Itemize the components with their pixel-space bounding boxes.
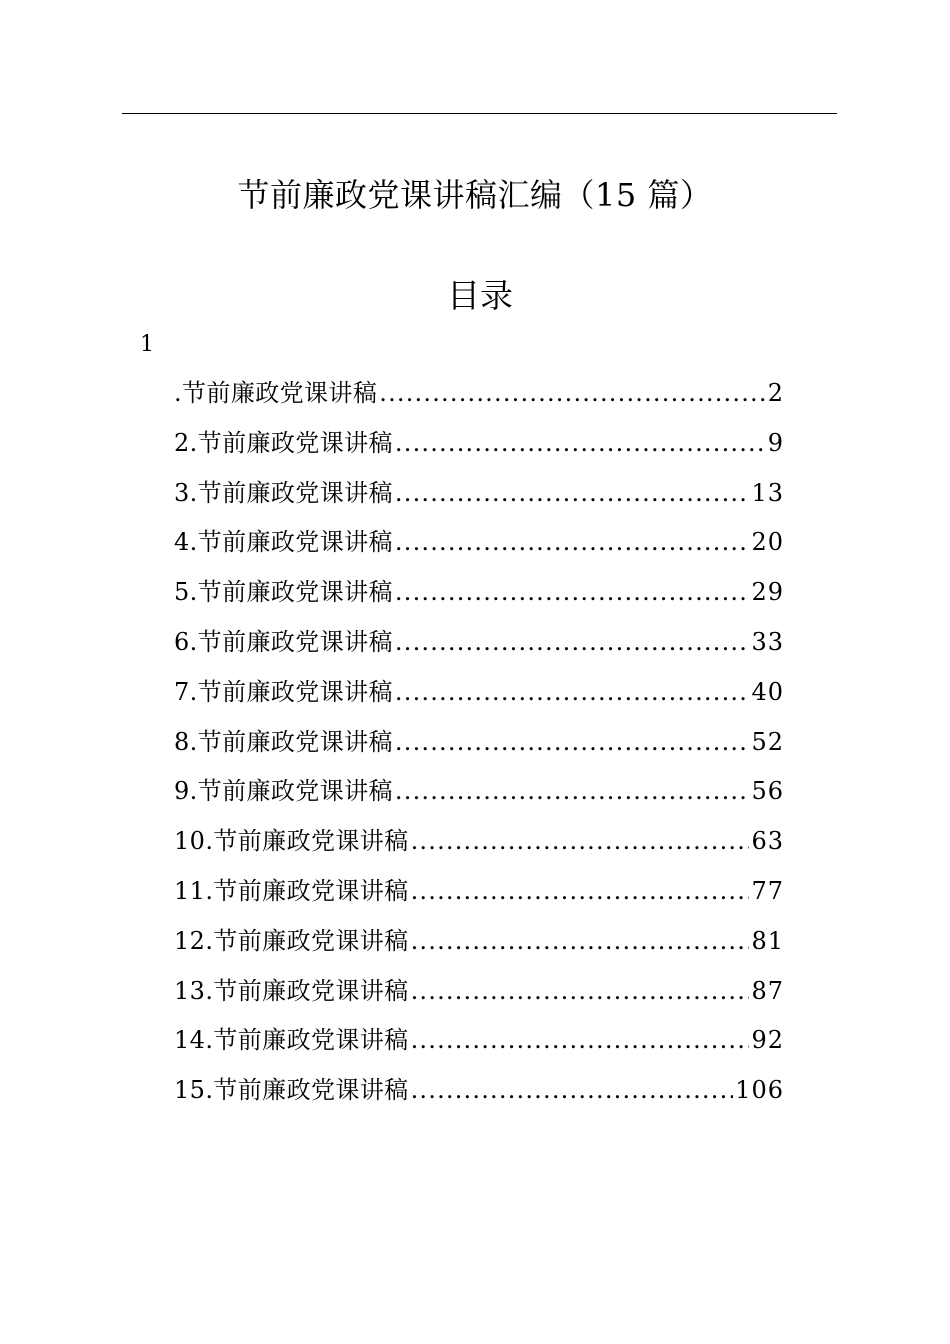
toc-dot-leader <box>411 1070 734 1110</box>
toc-page-number: 20 <box>751 528 784 557</box>
toc-page-number: 52 <box>751 727 784 756</box>
toc-entry[interactable] <box>174 971 784 1021</box>
toc-entry-label: 14.节前廉政党课讲稿 <box>174 1026 409 1055</box>
toc-dot-leader <box>395 423 766 463</box>
toc-entry-label: 7.节前廉政党课讲稿 <box>174 677 393 706</box>
toc-page-number: 33 <box>751 627 784 656</box>
toc-dot-leader <box>411 971 750 1011</box>
toc-entry[interactable] <box>174 622 784 672</box>
toc-entry[interactable] <box>174 473 784 523</box>
toc-entry[interactable] <box>174 1070 784 1120</box>
toc-entry-label: 10.节前廉政党课讲稿 <box>174 827 409 856</box>
toc-dot-leader <box>411 821 750 861</box>
toc-entry[interactable] <box>174 423 784 473</box>
toc-entry[interactable] <box>174 921 784 971</box>
toc-page-number: 81 <box>751 926 784 955</box>
toc-page-number: 40 <box>751 677 784 706</box>
toc-entry[interactable] <box>174 722 784 772</box>
toc-dot-leader <box>395 522 750 562</box>
toc-dot-leader <box>395 722 750 762</box>
toc-dot-leader <box>395 622 750 662</box>
toc-entry[interactable] <box>174 572 784 622</box>
toc-entry-label: 4.节前廉政党课讲稿 <box>174 528 393 557</box>
toc-heading: 目录 <box>447 276 513 315</box>
toc-dot-leader <box>411 1020 750 1060</box>
toc-entry-label: 9.节前廉政党课讲稿 <box>174 777 393 806</box>
toc-dot-leader <box>395 771 750 811</box>
toc-page-number: 106 <box>735 1076 784 1105</box>
toc-page-number: 92 <box>751 1026 784 1055</box>
table-of-contents <box>174 373 784 1120</box>
toc-entry[interactable] <box>174 522 784 572</box>
toc-page-number: 2 <box>767 379 784 407</box>
toc-entry[interactable] <box>174 1020 784 1070</box>
toc-dot-leader <box>395 672 750 712</box>
toc-page-number: 13 <box>751 478 784 507</box>
toc-entry-label: 3.节前廉政党课讲稿 <box>174 478 393 507</box>
toc-entry[interactable] <box>174 373 784 423</box>
stray-list-number: 1 <box>140 332 154 357</box>
toc-dot-leader <box>379 373 765 413</box>
toc-entry-label: .节前廉政党课讲稿 <box>174 379 378 407</box>
toc-entry[interactable] <box>174 821 784 871</box>
toc-page-number: 87 <box>751 976 784 1005</box>
toc-entry-label: 15.节前廉政党课讲稿 <box>174 1076 409 1105</box>
toc-entry[interactable] <box>174 771 784 821</box>
toc-entry-label: 2.节前廉政党课讲稿 <box>174 428 393 457</box>
toc-entry-label: 5.节前廉政党课讲稿 <box>174 578 393 607</box>
toc-page-number: 77 <box>751 876 784 905</box>
toc-page-number: 29 <box>751 578 784 607</box>
toc-entry[interactable] <box>174 672 784 722</box>
toc-dot-leader <box>395 572 750 612</box>
toc-entry-label: 12.节前廉政党课讲稿 <box>174 926 409 955</box>
document-title: 节前廉政党课讲稿汇编（15 篇） <box>237 176 713 214</box>
toc-page-number: 63 <box>751 827 784 856</box>
toc-dot-leader <box>395 473 750 513</box>
toc-entry-label: 8.节前廉政党课讲稿 <box>174 727 393 756</box>
toc-entry-label: 6.节前廉政党课讲稿 <box>174 627 393 656</box>
toc-entry-label: 13.节前廉政党课讲稿 <box>174 976 409 1005</box>
toc-dot-leader <box>411 921 750 961</box>
header-rule <box>122 113 837 114</box>
toc-entry[interactable] <box>174 871 784 921</box>
toc-page-number: 9 <box>767 428 784 457</box>
toc-dot-leader <box>411 871 750 911</box>
toc-page-number: 56 <box>751 777 784 806</box>
toc-entry-label: 11.节前廉政党课讲稿 <box>174 876 409 905</box>
